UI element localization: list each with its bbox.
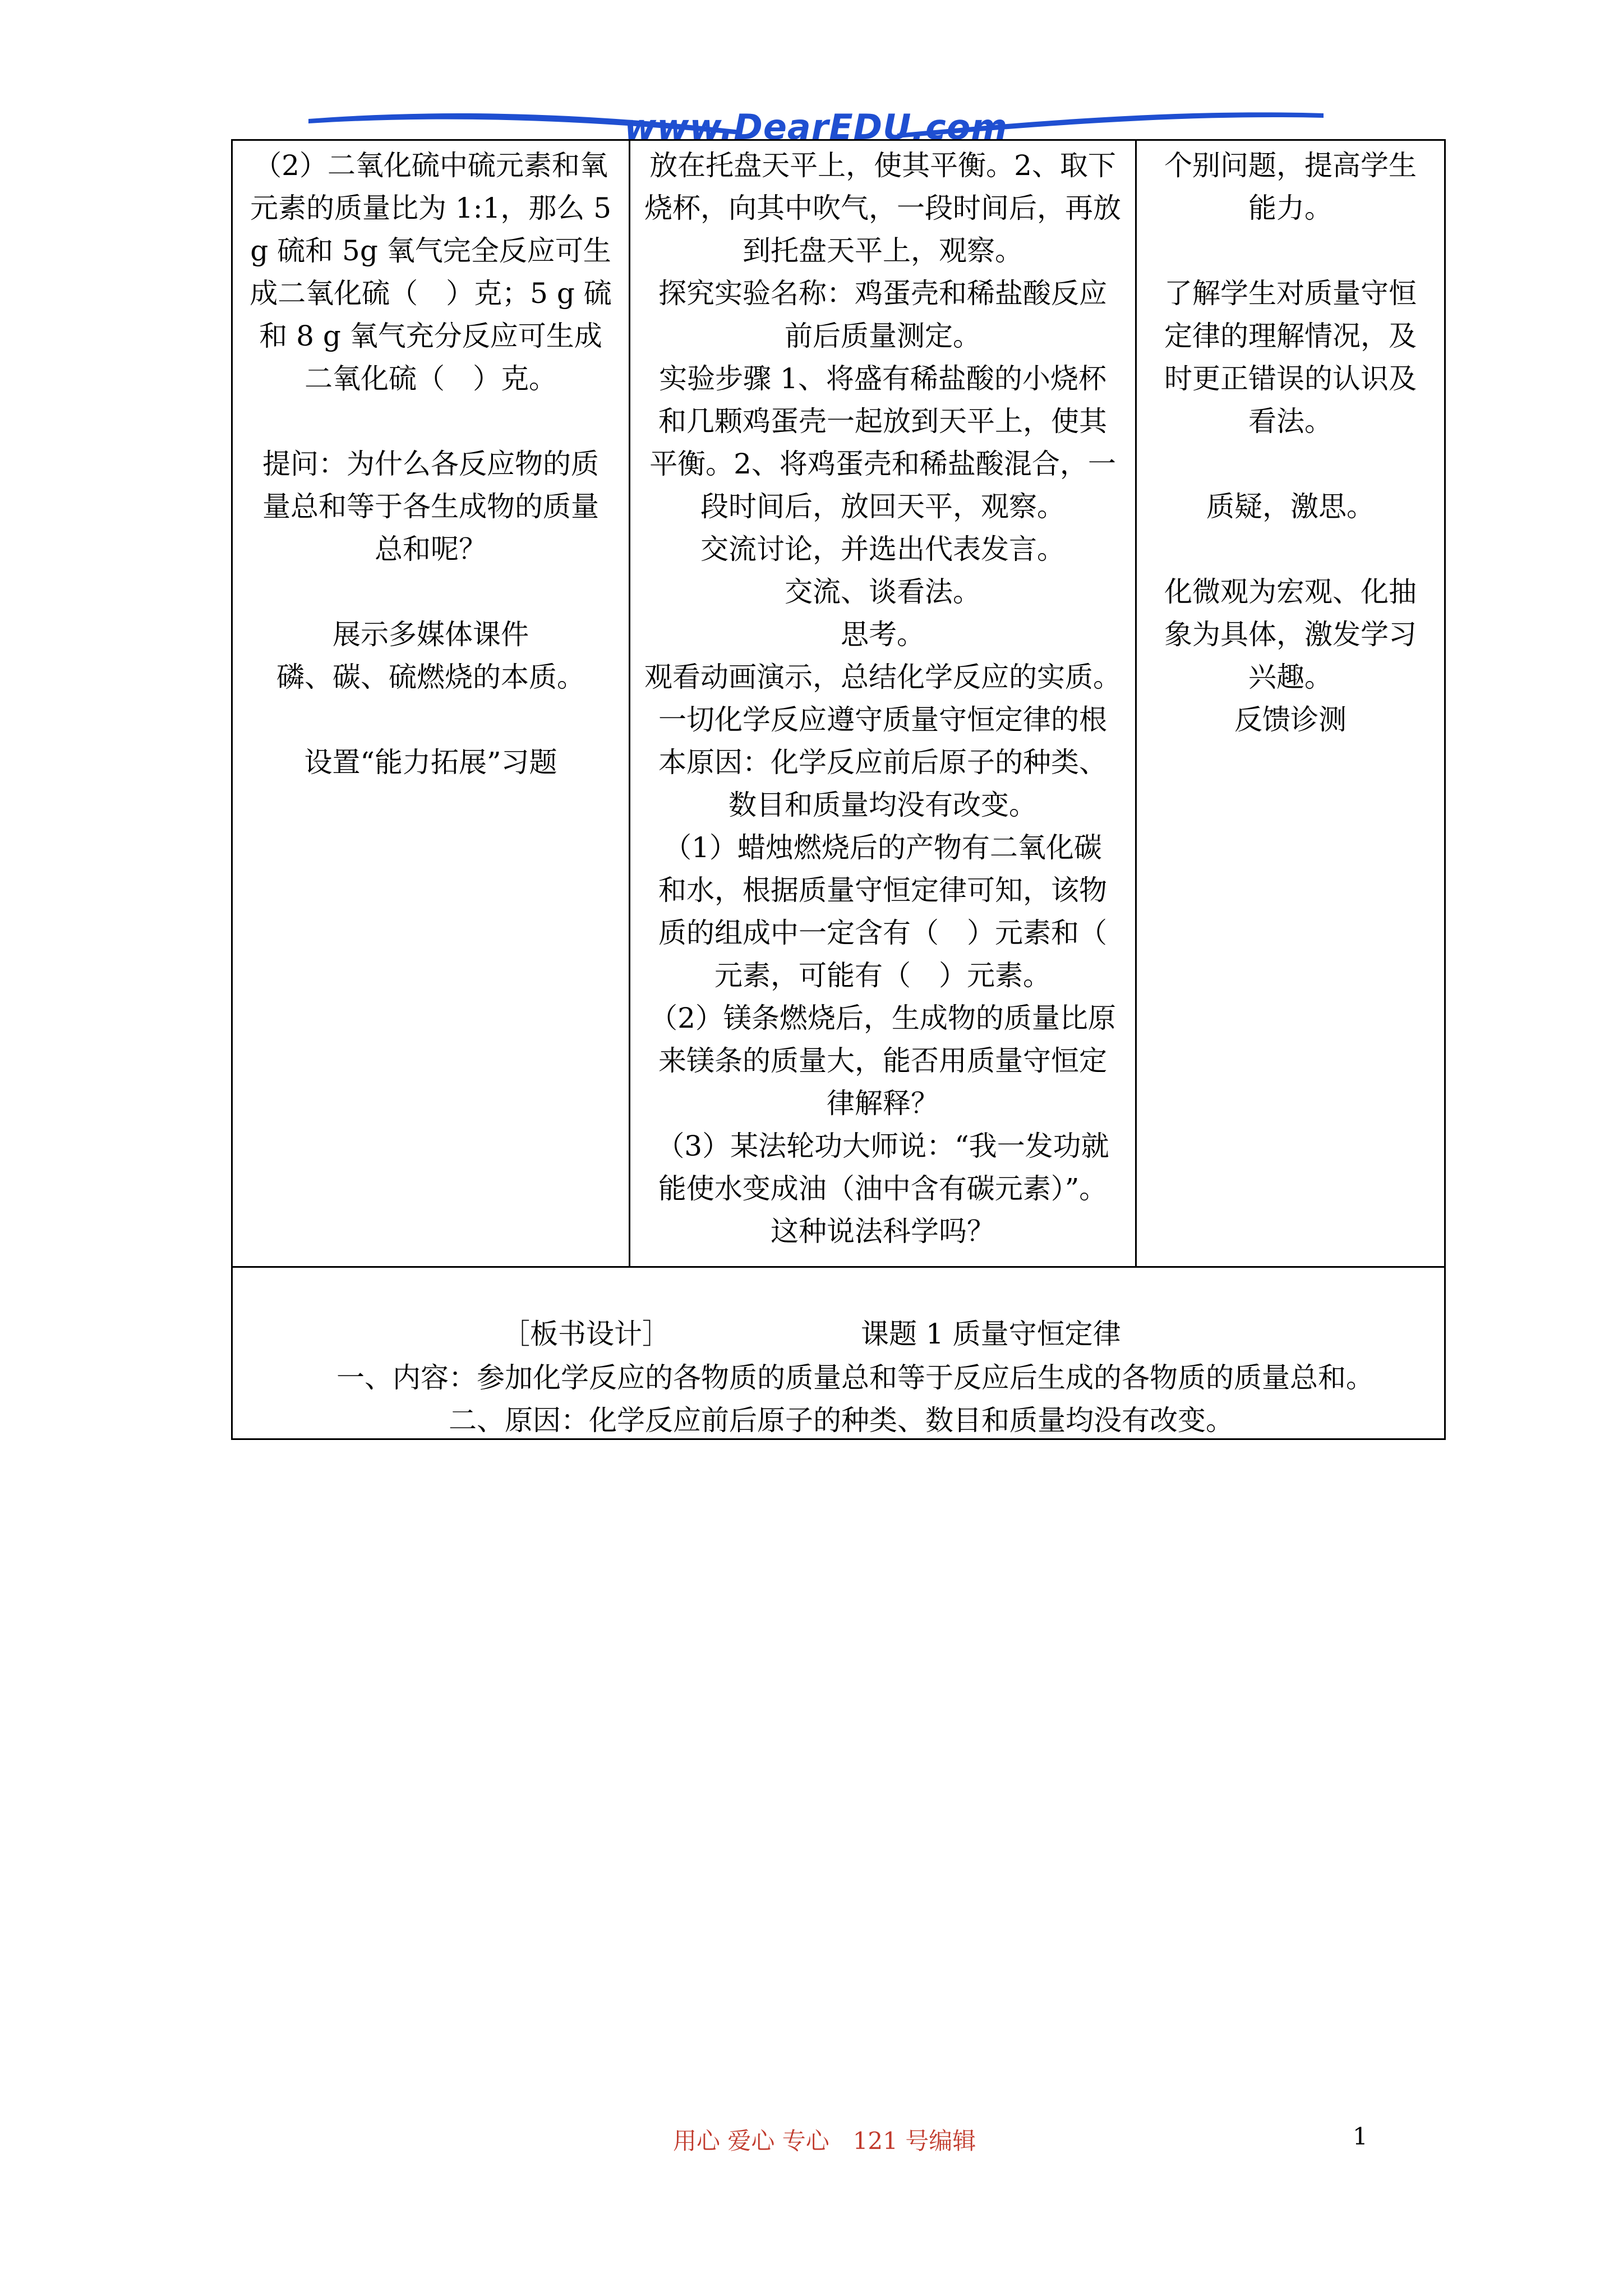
board-content-line: 一、内容：参加化学反应的各物质的质量总和等于反应后生成的各物质的质量总和。 (336, 1361, 1374, 1394)
col2-line: （2）镁条燃烧后，生成物的质量比原 (649, 1002, 1116, 1034)
col3-line: 反馈诊测 (1234, 703, 1347, 736)
col2-line: 这种说法科学吗？ (771, 1215, 995, 1248)
spacer (1142, 443, 1438, 485)
spacer (1142, 528, 1438, 570)
spacer (238, 400, 623, 443)
col3-line: 化微观为宏观、化抽 (1164, 576, 1417, 608)
footer-text: 用心 爱心 专心 121 号编辑 (673, 2127, 976, 2155)
col2-line: 交流讨论，并选出代表发言。 (700, 533, 1065, 565)
col2-line: 本原因：化学反应前后原子的种类、 (658, 746, 1107, 779)
col2-line: 实验步骤 1、将盛有稀盐酸的小烧杯 (659, 362, 1106, 395)
col3-line: 兴趣。 (1248, 661, 1332, 693)
col2-line: 到托盘天平上，观察。 (743, 234, 1023, 267)
col1-line: 二氧化硫（ ）克。 (305, 362, 557, 395)
spacer (1142, 229, 1438, 272)
col3-line: 了解学生对质量守恒 (1164, 277, 1417, 310)
col1-line: 设置“能力拓展”习题 (304, 746, 557, 779)
teacher-activity-cell (232, 140, 630, 1267)
col3-line: 个别问题，提高学生 (1164, 149, 1417, 182)
col1-line: g 硫和 5g 氧气完全反应可生 (250, 234, 611, 267)
col2-line: （1）蜡烛燃烧后的产物有二氧化碳 (663, 831, 1102, 864)
col3-line: 时更正错误的认识及 (1164, 362, 1417, 395)
table-row (232, 140, 1445, 1267)
col2-line: 质的组成中一定含有（ ）元素和（ (658, 917, 1107, 949)
col3-line: 质疑，激思。 (1206, 490, 1375, 523)
col1-line: （2）二氧化硫中硫元素和氧 (253, 149, 608, 182)
table-row (232, 1267, 1445, 1439)
col2-line: 平衡。2、将鸡蛋壳和稀盐酸混合，一 (649, 448, 1116, 480)
spacer (238, 570, 623, 613)
col1-line: 元素的质量比为 1:1，那么 5 (250, 192, 612, 224)
spacer (238, 698, 623, 741)
col2-line: 一切化学反应遵守质量守恒定律的根 (658, 703, 1107, 736)
board-label: ［板书设计］ (502, 1318, 670, 1350)
logo-text: www.DearEDU.com (624, 107, 1008, 148)
col2-line: 和水，根据质量守恒定律可知，该物 (658, 874, 1107, 907)
board-reason-line: 二、原因：化学反应前后原子的种类、数目和质量均没有改变。 (449, 1404, 1234, 1437)
board-design-cell (232, 1267, 1445, 1439)
col2-line: 律解释？ (827, 1087, 939, 1120)
col2-line: 交流、谈看法。 (785, 576, 981, 608)
col3-line: 能力。 (1248, 192, 1332, 224)
col2-line: 元素，可能有（ ）元素。 (714, 959, 1051, 992)
col2-line: 数目和质量均没有改变。 (728, 789, 1037, 821)
col2-line: 烧杯，向其中吹气，一段时间后，再放 (644, 192, 1121, 224)
col1-line: 量总和等于各生成物的质量 (262, 490, 599, 523)
col3-line: 看法。 (1248, 405, 1332, 438)
col2-line: 探究实验名称：鸡蛋壳和稀盐酸反应 (658, 277, 1107, 310)
board-title-row (233, 1313, 1444, 1355)
col3-line: 象为具体，激发学习 (1164, 618, 1417, 651)
page-number: 1 (1353, 2123, 1368, 2150)
col3-line: 定律的理解情况，及 (1164, 320, 1417, 352)
col2-line: （3）某法轮功大师说：“我一发功就 (656, 1130, 1109, 1162)
col2-line: 和几颗鸡蛋壳一起放到天平上，使其 (658, 405, 1107, 438)
student-activity-cell (630, 140, 1136, 1267)
col2-line: 放在托盘天平上，使其平衡。2、取下 (649, 149, 1116, 182)
design-intent-cell (1136, 140, 1445, 1267)
col1-line: 总和呢？ (375, 533, 487, 565)
col2-line: 思考。 (841, 618, 925, 651)
col2-line: 能使水变成油（油中含有碳元素）”。 (658, 1172, 1108, 1205)
lesson-plan-table (231, 139, 1446, 1440)
col1-line: 成二氧化硫（ ）克；5 g 硫 (250, 277, 612, 310)
col2-line: 前后质量测定。 (785, 320, 981, 352)
col1-line: 和 8 g 氧气充分反应可生成 (259, 320, 602, 352)
col1-line: 磷、碳、硫燃烧的本质。 (276, 661, 585, 693)
board-title: 课题 1 质量守恒定律 (861, 1318, 1121, 1350)
col1-line: 展示多媒体课件 (333, 618, 529, 651)
col2-line: 观看动画演示，总结化学反应的实质。 (644, 661, 1121, 693)
col2-line: 段时间后，放回天平，观察。 (700, 490, 1065, 523)
col2-line: 来镁条的质量大，能否用质量守恒定 (658, 1045, 1107, 1077)
col1-line: 提问：为什么各反应物的质 (262, 448, 599, 480)
